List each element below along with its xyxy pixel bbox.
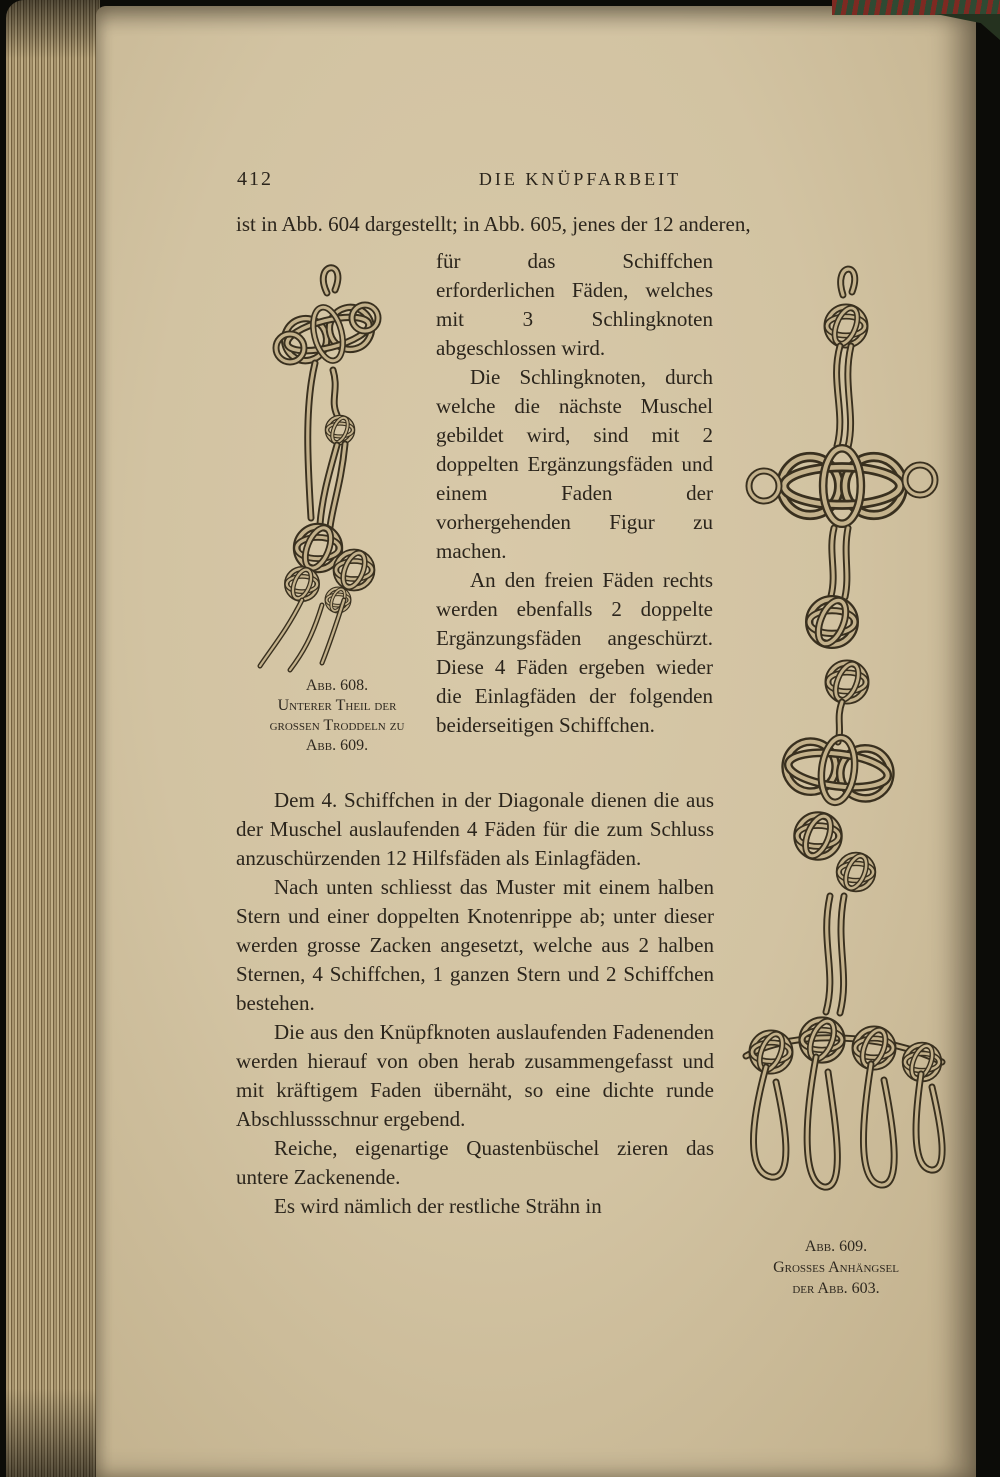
- paragraph: für das Schiffchen erforderlichen Fäden, welches mit 3 Schlingknoten abgeschlossen wird.: [436, 249, 713, 360]
- interlaced-knot: [276, 297, 378, 371]
- figure-609-caption: [720, 1236, 952, 1299]
- binding-cloth-band: [832, 0, 1000, 15]
- caption-line: Grosses Anhängsel: [773, 1259, 899, 1276]
- paragraph: Reiche, eigenartige Quastenbüschel zieren das untere Zackenende.: [236, 1136, 714, 1189]
- body-text: [236, 786, 714, 1221]
- intro-line: ist in Abb. 604 dargestellt; in Abb. 605, jenes der 12 anderen,: [236, 212, 751, 236]
- knot-drawing-608: [232, 248, 437, 673]
- page-number: 412: [237, 168, 273, 190]
- knot-ball: [839, 853, 873, 891]
- knot-drawing-609: [715, 250, 967, 1235]
- caption-line: der Abb. 603.: [792, 1280, 880, 1297]
- figure-608-caption: [238, 676, 436, 756]
- figure-609-knot-illustration: [715, 250, 967, 1235]
- paragraph: Es wird nämlich der restliche Strähn in: [274, 1194, 602, 1218]
- figure-608-knot-illustration: [232, 248, 437, 673]
- knot-ball: [827, 305, 865, 347]
- knot-row: [752, 1018, 939, 1081]
- caption-line: Unterer Theil der: [277, 697, 397, 714]
- caption-line: Abb. 609.: [305, 737, 369, 754]
- caption-line: Abb. 609.: [804, 1238, 868, 1255]
- knot-ball: [828, 661, 866, 703]
- knot-ball: [797, 813, 839, 860]
- running-head: DIE KNÜPFARBEIT: [478, 169, 682, 189]
- column-text: [436, 247, 713, 740]
- paragraph: Dem 4. Schiffchen in der Diagonale dienen die aus der Muschel auslaufenden 4 Fäden für die zum Schluss anzuschürzenden 12 Hilfsfäden als Einlagfäden.: [236, 788, 714, 870]
- paragraph: Die Schlingknoten, durch welche die nächste Muschel gebildet wird, sind mit 2 doppelten Ergänzungsfäden und einem Faden der vorhergehenden Figur zu machen.: [436, 365, 713, 563]
- book-page-edges: [6, 0, 100, 1477]
- caption-line: Abb. 608.: [305, 677, 369, 694]
- caption-line: grossen Troddeln zu: [269, 717, 405, 734]
- paragraph: An den freien Fäden rechts werden ebenfalls 2 doppelte Ergänzungsfäden angeschürzt. Diese 4 Fäden ergeben wieder die Einlagfäden der folgenden beiderseitigen Schiffchen.: [436, 568, 713, 737]
- paragraph: Nach unten schliesst das Muster mit einem halben Stern und einer doppelten Knotenrippe ab; unter dieser werden grosse Zacken angesetzt, welche aus 2 halben Sternen, 4 Schiffchen, 1 ganzen Stern und 2 Schiffchen bestehen.: [236, 875, 714, 1015]
- knot-ball: [809, 597, 855, 648]
- interlaced-knot: [749, 448, 935, 523]
- paragraph: Die aus den Knüpfknoten auslaufenden Fadenenden werden hierauf von oben herab zusammengefasst und mit kräftigem Faden übernäht, so eine dichte runde Abschlussschnur ergebend.: [236, 1020, 714, 1131]
- twist-knot: [327, 416, 353, 445]
